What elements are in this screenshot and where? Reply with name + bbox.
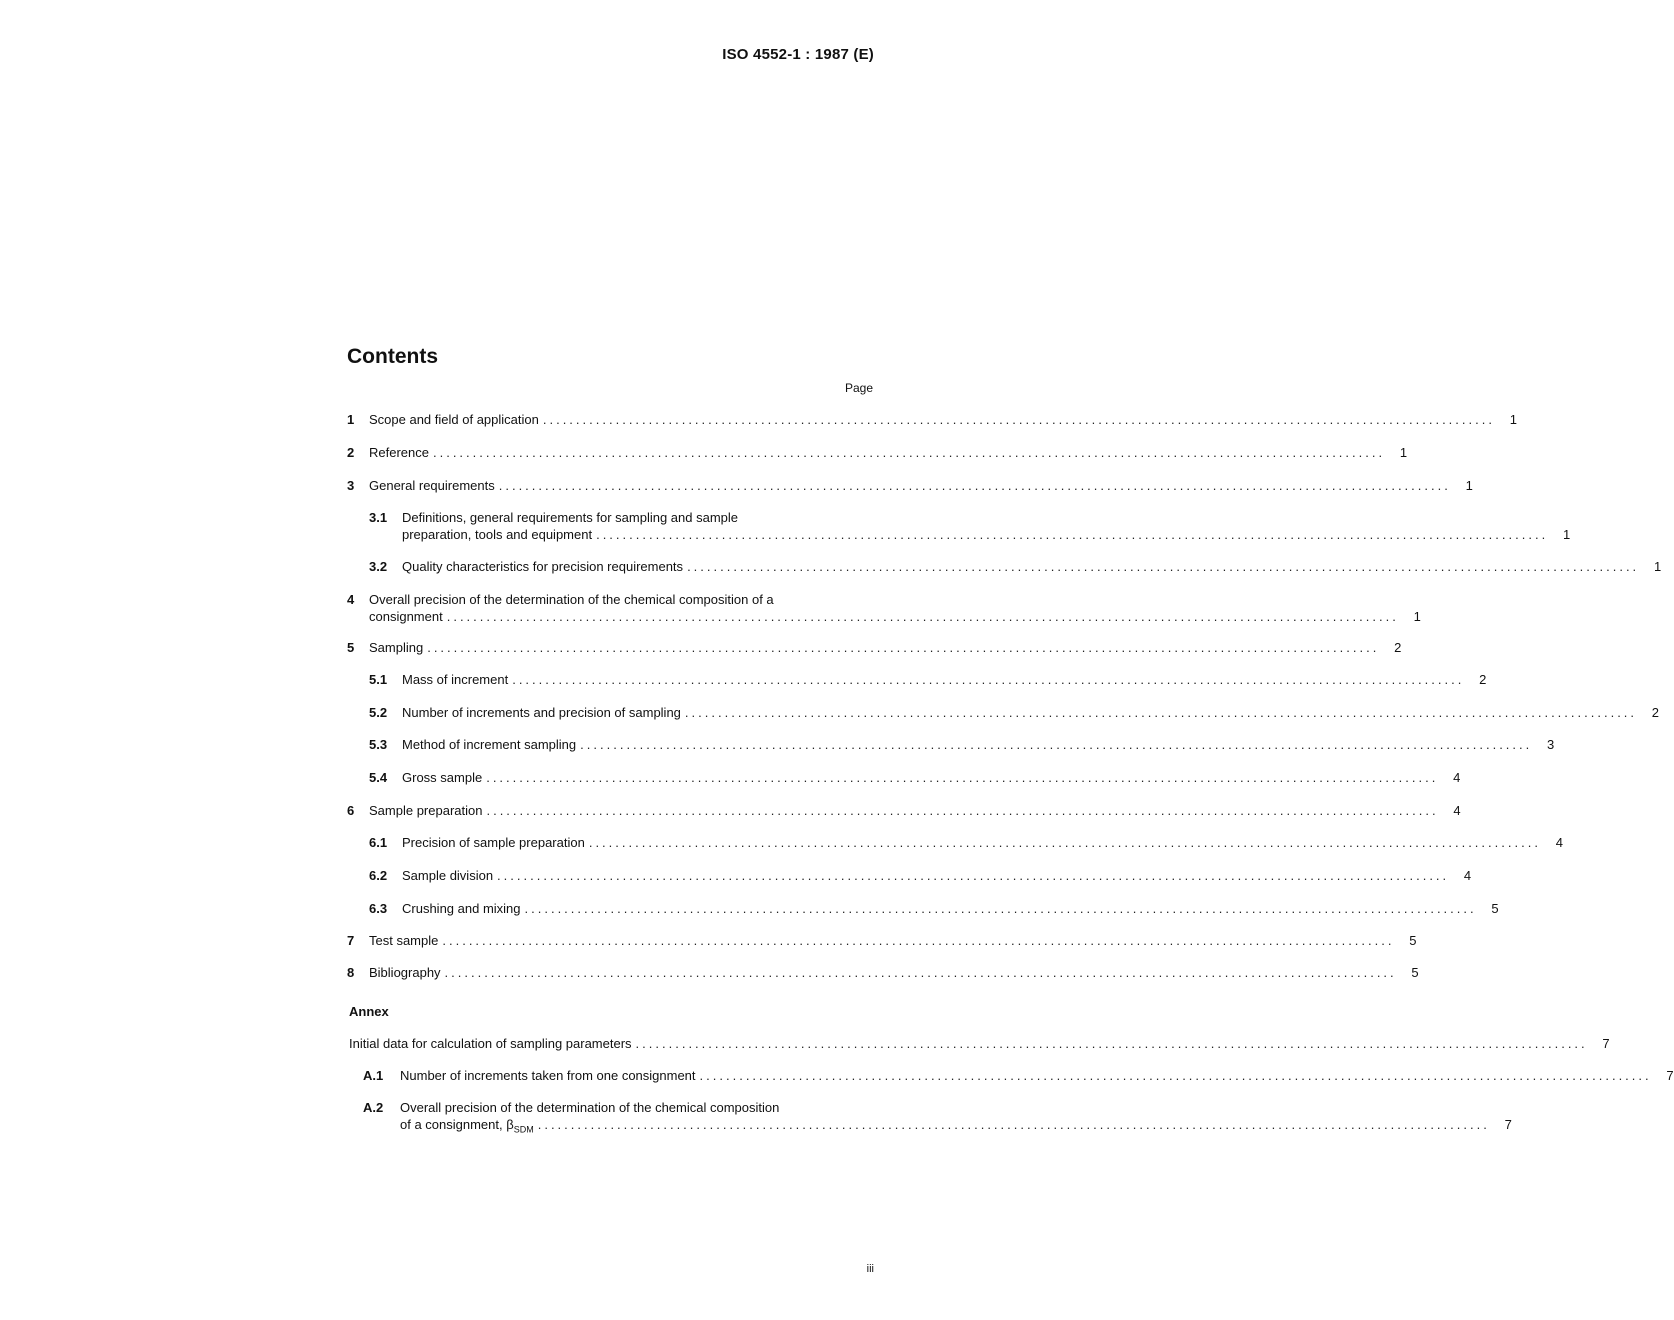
toc-page-number: 2 (1651, 705, 1660, 720)
toc-title: Sample preparation (369, 803, 483, 818)
toc-title: Quality characteristics for precision requirements (402, 559, 684, 574)
leader-dots: ................................................................................................................................................ (427, 640, 1380, 655)
toc-title: Gross sample (402, 770, 483, 785)
leader-dots: ................................................................................................................................................ (524, 901, 1477, 916)
toc-number: 8 (347, 965, 355, 980)
toc-page-number: 4 (1463, 868, 1472, 883)
toc-number: 4 (347, 592, 355, 607)
toc-title: Number of increments and precision of sampling (402, 705, 681, 720)
toc-entry-3-2[interactable] (347, 558, 1662, 575)
toc-number: 5.3 (369, 737, 388, 752)
leader-dots: ................................................................................................................................................ (542, 412, 1495, 427)
toc-entry-5-2[interactable] (347, 704, 1660, 721)
page-column-label: Page (844, 381, 873, 395)
leader-dots: ................................................................................................................................................ (512, 672, 1465, 687)
toc-entry-7[interactable] (347, 932, 1417, 949)
toc-title (400, 1116, 534, 1139)
leader-dots: ................................................................................................................................................ (497, 868, 1450, 883)
toc-number: 2 (347, 445, 355, 460)
toc-title: Mass of increment (402, 672, 509, 687)
annex-heading: Annex (349, 1004, 389, 1019)
toc-title: Sample division (402, 868, 494, 883)
toc-entry-a-2[interactable] (347, 1099, 1512, 1139)
toc-page-number: 5 (1409, 933, 1417, 948)
leader-dots: ................................................................................................................................................ (580, 737, 1533, 752)
toc-entry-5-1[interactable] (347, 671, 1487, 688)
toc-title: Method of increment sampling (402, 737, 577, 752)
toc-title: Initial data for calculation of sampling parameters (349, 1036, 632, 1051)
toc-page-number: 5 (1411, 965, 1419, 980)
toc-title-line1: Definitions, general requirements for sampling and sample (402, 510, 739, 525)
toc-entry-6-1[interactable] (347, 834, 1563, 851)
toc-page-number: 2 (1394, 640, 1402, 655)
leader-dots: ................................................................................................................................................ (444, 965, 1397, 980)
toc-number: 5.1 (369, 672, 388, 687)
toc-entry-3[interactable] (347, 477, 1473, 494)
leader-dots: ................................................................................................................................................ (486, 770, 1439, 785)
toc-page-number: 1 (1413, 609, 1421, 624)
leader-dots: ................................................................................................................................................ (596, 527, 1549, 542)
toc-page-number: 7 (1504, 1117, 1512, 1132)
toc-number: A.1 (363, 1068, 384, 1083)
toc-page-number: 2 (1479, 672, 1487, 687)
toc-page-number: 7 (1666, 1068, 1674, 1083)
toc-title: Sampling (369, 640, 424, 655)
toc-number: 6.2 (369, 868, 388, 883)
toc-page-number: 5 (1491, 901, 1499, 916)
leader-dots: ................................................................................................................................................ (699, 1068, 1652, 1083)
toc-number: A.2 (363, 1100, 384, 1115)
document-code: ISO 4552-1 : 1987 (E) (722, 46, 874, 63)
toc-page-number: 3 (1547, 737, 1555, 752)
toc-entry-4[interactable] (347, 591, 1421, 625)
toc-title: consignment (369, 609, 443, 624)
toc-title: Crushing and mixing (402, 901, 521, 916)
toc-entry-6[interactable] (347, 802, 1461, 819)
toc-title-line1: Overall precision of the determination of the chemical composition of a (369, 592, 774, 607)
annex-intro-entry[interactable] (349, 1035, 1610, 1052)
toc-entry-1[interactable] (347, 411, 1517, 428)
toc-page-number: 4 (1555, 835, 1563, 850)
toc-page-number: 1 (1653, 559, 1662, 574)
toc-number: 3.1 (369, 510, 388, 525)
leader-dots: ................................................................................................................................................ (442, 933, 1395, 948)
subscript-sdm: SDM (513, 1124, 534, 1135)
toc-title: Test sample (369, 933, 439, 948)
toc-number: 5.2 (369, 705, 388, 720)
toc-number: 6.1 (369, 835, 388, 850)
leader-dots: ................................................................................................................................................ (486, 803, 1439, 818)
toc-page-number: 1 (1465, 478, 1473, 493)
toc-entry-5-4[interactable] (347, 769, 1461, 786)
toc-number: 3 (347, 478, 355, 493)
toc-entry-2[interactable] (347, 444, 1408, 461)
toc-entry-a-1[interactable] (347, 1067, 1674, 1084)
leader-dots: ................................................................................................................................................ (635, 1036, 1588, 1051)
toc-number: 5 (347, 640, 355, 655)
toc-number: 6.3 (369, 901, 388, 916)
toc-title: Precision of sample preparation (402, 835, 585, 850)
toc-page-number: 7 (1602, 1036, 1610, 1051)
page-folio: iii (866, 1263, 874, 1275)
page-title: Contents (347, 345, 438, 368)
toc-entry-6-2[interactable] (347, 867, 1472, 884)
toc-entry-8[interactable] (347, 964, 1419, 981)
leader-dots: ................................................................................................................................................ (537, 1117, 1490, 1132)
toc-page-number: 1 (1509, 412, 1517, 427)
toc-page-number: 1 (1562, 527, 1571, 542)
toc-title-text: of a consignment, β (400, 1117, 514, 1132)
leader-dots: ................................................................................................................................................ (498, 478, 1451, 493)
toc-page-number: 1 (1399, 445, 1408, 460)
toc-number: 3.2 (369, 559, 388, 574)
leader-dots: ................................................................................................................................................ (432, 445, 1386, 460)
toc-title: preparation, tools and equipment (402, 527, 593, 542)
toc-number: 6 (347, 803, 355, 818)
toc-number: 5.4 (369, 770, 388, 785)
toc-title: Reference (369, 445, 429, 460)
toc-page-number: 4 (1453, 770, 1461, 785)
toc-number: 7 (347, 933, 355, 948)
toc-title: Scope and field of application (369, 412, 539, 427)
leader-dots: ................................................................................................................................................ (687, 559, 1640, 574)
leader-dots: ................................................................................................................................................ (588, 835, 1541, 850)
toc-entry-6-3[interactable] (347, 900, 1499, 917)
toc-title: General requirements (369, 478, 495, 493)
toc-entry-5[interactable] (347, 639, 1402, 656)
toc-entry-5-3[interactable] (347, 736, 1555, 753)
toc-title-line1: Overall precision of the determination of the chemical composition (400, 1100, 780, 1115)
toc-page-number: 4 (1453, 803, 1461, 818)
leader-dots: ................................................................................................................................................ (446, 609, 1399, 624)
leader-dots: ................................................................................................................................................ (684, 705, 1638, 720)
toc-entry-3-1[interactable] (347, 509, 1571, 543)
toc-number: 1 (347, 412, 355, 427)
toc-title: Number of increments taken from one consignment (400, 1068, 696, 1083)
toc-title: Bibliography (369, 965, 441, 980)
